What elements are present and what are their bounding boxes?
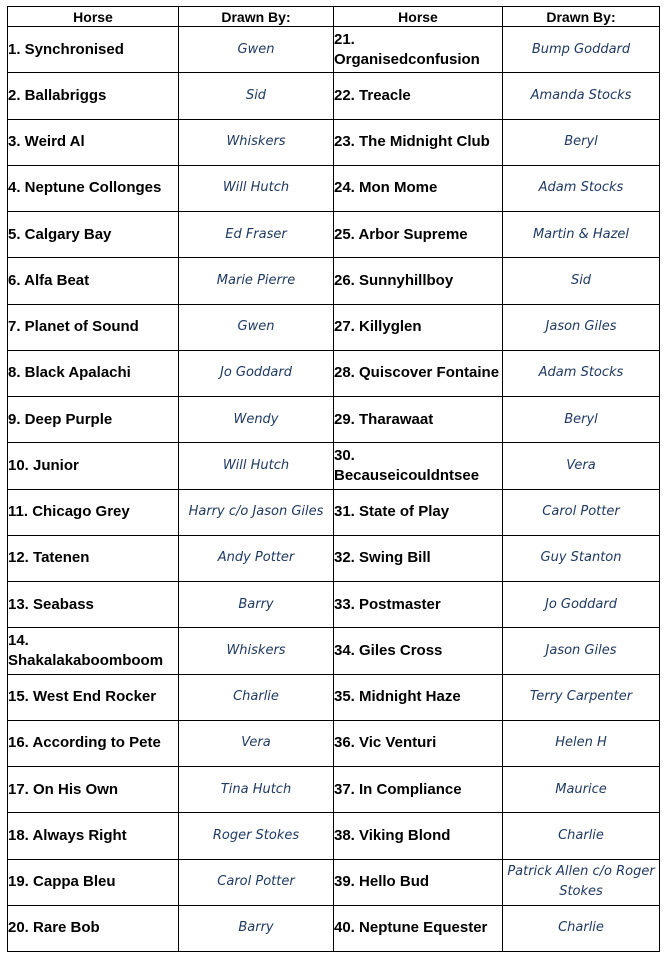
drawn-by-cell: Whiskers: [179, 119, 334, 165]
drawn-by-cell: Tina Hutch: [179, 767, 334, 813]
horse-name-cell: 28. Quiscover Fontaine: [334, 350, 503, 396]
table-row: [8, 304, 660, 350]
drawn-by-cell: Jo Goddard: [179, 350, 334, 396]
horse-name-cell: 15. West End Rocker: [8, 674, 179, 720]
drawn-by-cell: Whiskers: [179, 628, 334, 674]
drawn-by-cell: Marie Pierre: [179, 258, 334, 304]
horse-name-cell: 10. Junior: [8, 443, 179, 489]
header-row: [8, 7, 660, 27]
horse-name-cell: 25. Arbor Supreme: [334, 212, 503, 258]
table-row: [8, 73, 660, 119]
horse-name-cell: 34. Giles Cross: [334, 628, 503, 674]
horse-name-cell: 16. According to Pete: [8, 720, 179, 766]
drawn-by-cell: Carol Potter: [179, 859, 334, 905]
table-row: [8, 767, 660, 813]
drawn-by-cell: Jo Goddard: [503, 582, 660, 628]
horse-name-cell: 12. Tatenen: [8, 535, 179, 581]
drawn-by-cell: Vera: [179, 720, 334, 766]
table-row: [8, 489, 660, 535]
drawn-by-cell: Carol Potter: [503, 489, 660, 535]
table-row: [8, 535, 660, 581]
horse-name-cell: 1. Synchronised: [8, 27, 179, 73]
horse-name-cell: 36. Vic Venturi: [334, 720, 503, 766]
drawn-by-cell: Wendy: [179, 397, 334, 443]
drawn-by-cell: Patrick Allen c/o Roger Stokes: [503, 859, 660, 905]
drawn-by-cell: Helen H: [503, 720, 660, 766]
horse-name-cell: 20. Rare Bob: [8, 905, 179, 951]
drawn-by-cell: Beryl: [503, 397, 660, 443]
drawn-by-cell: Beryl: [503, 119, 660, 165]
drawn-by-cell: Maurice: [503, 767, 660, 813]
drawn-by-cell: Andy Potter: [179, 535, 334, 581]
horse-name-cell: 7. Planet of Sound: [8, 304, 179, 350]
drawn-by-cell: Guy Stanton: [503, 535, 660, 581]
horse-name-cell: 39. Hello Bud: [334, 859, 503, 905]
table-row: [8, 27, 660, 73]
table-row: [8, 443, 660, 489]
horse-name-cell: 35. Midnight Haze: [334, 674, 503, 720]
drawn-by-cell: Sid: [179, 73, 334, 119]
drawn-by-cell: Charlie: [503, 905, 660, 951]
horse-name-cell: 14. Shakalakaboomboom: [8, 628, 179, 674]
horse-name-cell: 21. Organisedconfusion: [334, 27, 503, 73]
horse-name-cell: 27. Killyglen: [334, 304, 503, 350]
drawn-by-cell: Bump Goddard: [503, 27, 660, 73]
horse-name-cell: 17. On His Own: [8, 767, 179, 813]
horse-name-cell: 3. Weird Al: [8, 119, 179, 165]
horse-name-cell: 2. Ballabriggs: [8, 73, 179, 119]
drawn-by-cell: Adam Stocks: [503, 350, 660, 396]
horse-name-cell: 23. The Midnight Club: [334, 119, 503, 165]
horse-column-header: Horse: [334, 7, 503, 27]
drawn-by-cell: Terry Carpenter: [503, 674, 660, 720]
drawn-by-cell: Roger Stokes: [179, 813, 334, 859]
drawn-by-cell: Adam Stocks: [503, 165, 660, 211]
table-row: [8, 720, 660, 766]
drawn-by-cell: Harry c/o Jason Giles: [179, 489, 334, 535]
horse-name-cell: 18. Always Right: [8, 813, 179, 859]
drawn-by-cell: Gwen: [179, 304, 334, 350]
horse-name-cell: 29. Tharawaat: [334, 397, 503, 443]
drawn-by-cell: Ed Fraser: [179, 212, 334, 258]
drawn-by-cell: Vera: [503, 443, 660, 489]
drawn-by-cell: Will Hutch: [179, 165, 334, 211]
drawn-by-cell: Jason Giles: [503, 628, 660, 674]
horse-name-cell: 26. Sunnyhillboy: [334, 258, 503, 304]
horse-name-cell: 4. Neptune Collonges: [8, 165, 179, 211]
table-row: [8, 212, 660, 258]
horse-name-cell: 30. Becauseicouldntsee: [334, 443, 503, 489]
sweepstake-table: [7, 6, 660, 952]
drawn-by-cell: Gwen: [179, 27, 334, 73]
table-row: [8, 674, 660, 720]
drawn-by-cell: Barry: [179, 905, 334, 951]
table-row: [8, 905, 660, 951]
horse-name-cell: 11. Chicago Grey: [8, 489, 179, 535]
drawn-by-cell: Barry: [179, 582, 334, 628]
horse-column-header: Horse: [8, 7, 179, 27]
drawn-by-column-header: Drawn By:: [503, 7, 660, 27]
horse-name-cell: 31. State of Play: [334, 489, 503, 535]
drawn-by-cell: Martin & Hazel: [503, 212, 660, 258]
drawn-by-column-header: Drawn By:: [179, 7, 334, 27]
table-row: [8, 813, 660, 859]
horse-name-cell: 9. Deep Purple: [8, 397, 179, 443]
horse-name-cell: 24. Mon Mome: [334, 165, 503, 211]
horse-name-cell: 38. Viking Blond: [334, 813, 503, 859]
drawn-by-cell: Amanda Stocks: [503, 73, 660, 119]
drawn-by-cell: Charlie: [179, 674, 334, 720]
drawn-by-cell: Charlie: [503, 813, 660, 859]
horse-name-cell: 37. In Compliance: [334, 767, 503, 813]
table-row: [8, 397, 660, 443]
horse-name-cell: 5. Calgary Bay: [8, 212, 179, 258]
horse-name-cell: 19. Cappa Bleu: [8, 859, 179, 905]
table-row: [8, 119, 660, 165]
table-row: [8, 350, 660, 396]
horse-name-cell: 22. Treacle: [334, 73, 503, 119]
horse-name-cell: 6. Alfa Beat: [8, 258, 179, 304]
drawn-by-cell: Jason Giles: [503, 304, 660, 350]
table-row: [8, 165, 660, 211]
drawn-by-cell: Will Hutch: [179, 443, 334, 489]
horse-name-cell: 40. Neptune Equester: [334, 905, 503, 951]
horse-name-cell: 8. Black Apalachi: [8, 350, 179, 396]
horse-name-cell: 33. Postmaster: [334, 582, 503, 628]
table-row: [8, 258, 660, 304]
table-row: [8, 628, 660, 674]
table-row: [8, 582, 660, 628]
table-row: [8, 859, 660, 905]
drawn-by-cell: Sid: [503, 258, 660, 304]
horse-name-cell: 32. Swing Bill: [334, 535, 503, 581]
horse-name-cell: 13. Seabass: [8, 582, 179, 628]
